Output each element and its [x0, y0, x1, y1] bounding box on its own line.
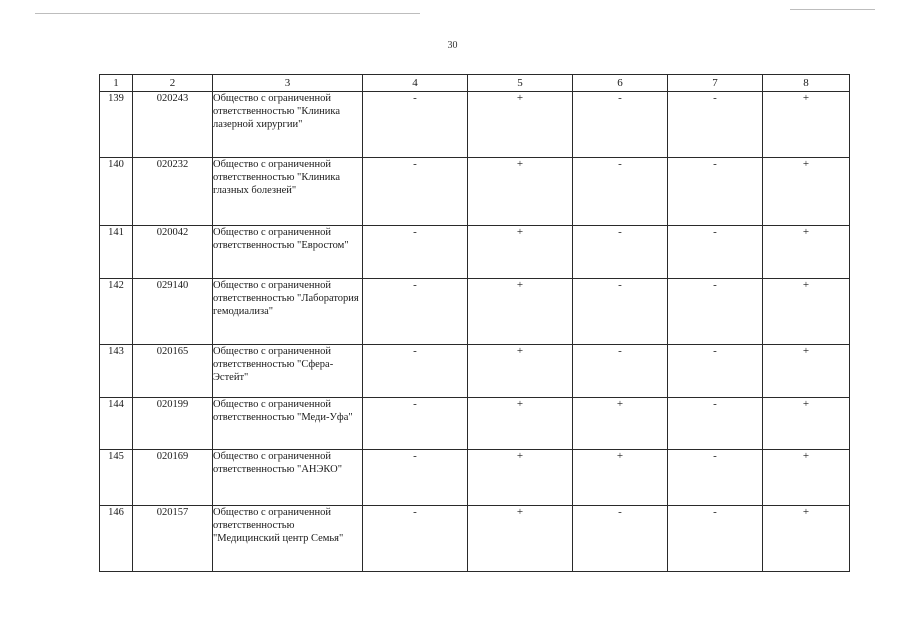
registry-code: 020042: [133, 226, 213, 279]
mark-cell: +: [468, 345, 573, 398]
mark-cell: -: [363, 279, 468, 345]
row-number: 146: [100, 506, 133, 572]
mark-cell: -: [573, 158, 668, 226]
row-number: 141: [100, 226, 133, 279]
table-row: [100, 158, 850, 226]
mark-cell: +: [468, 450, 573, 506]
organization-name: Общество с ограниченной ответственностью "Клиника лазерной хирургии": [213, 92, 363, 158]
mark-cell: -: [363, 345, 468, 398]
column-header: 3: [213, 75, 363, 92]
page-number: 30: [447, 40, 458, 51]
column-header: 1: [100, 75, 133, 92]
mark-cell: -: [573, 506, 668, 572]
mark-cell: -: [573, 226, 668, 279]
mark-cell: -: [668, 226, 763, 279]
mark-cell: -: [573, 279, 668, 345]
mark-cell: -: [668, 345, 763, 398]
registry-code: 020232: [133, 158, 213, 226]
table-row: [100, 450, 850, 506]
mark-cell: +: [573, 398, 668, 450]
mark-cell: -: [573, 345, 668, 398]
mark-cell: -: [573, 92, 668, 158]
row-number: 139: [100, 92, 133, 158]
registry-code: 029140: [133, 279, 213, 345]
mark-cell: +: [763, 226, 850, 279]
organization-name: Общество с ограниченной ответственностью "Клиника глазных болезней": [213, 158, 363, 226]
table-row: [100, 92, 850, 158]
mark-cell: +: [468, 226, 573, 279]
mark-cell: -: [363, 506, 468, 572]
row-number: 145: [100, 450, 133, 506]
organization-name: Общество с ограниченной ответственностью "Меди-Уфа": [213, 398, 363, 450]
row-number: 144: [100, 398, 133, 450]
table-header-row: [100, 75, 850, 92]
mark-cell: -: [668, 506, 763, 572]
mark-cell: +: [763, 345, 850, 398]
row-number: 142: [100, 279, 133, 345]
mark-cell: -: [668, 158, 763, 226]
mark-cell: -: [363, 158, 468, 226]
row-number: 143: [100, 345, 133, 398]
mark-cell: +: [468, 398, 573, 450]
mark-cell: +: [468, 92, 573, 158]
registry-code: 020169: [133, 450, 213, 506]
organization-name: Общество с ограниченной ответственностью "Евростом": [213, 226, 363, 279]
mark-cell: +: [763, 92, 850, 158]
mark-cell: -: [363, 398, 468, 450]
table-row: [100, 506, 850, 572]
mark-cell: +: [763, 158, 850, 226]
column-header: 6: [573, 75, 668, 92]
column-header: 7: [668, 75, 763, 92]
mark-cell: -: [363, 450, 468, 506]
table-row: [100, 345, 850, 398]
mark-cell: -: [363, 226, 468, 279]
mark-cell: -: [668, 450, 763, 506]
scan-artifact-line: [790, 9, 875, 10]
mark-cell: -: [363, 92, 468, 158]
organization-name: Общество с ограниченной ответственностью "АНЭКО": [213, 450, 363, 506]
organization-name: Общество с ограниченной ответственностью "Медицинский центр Семья": [213, 506, 363, 572]
table-row: [100, 279, 850, 345]
registry-code: 020157: [133, 506, 213, 572]
registry-code: 020199: [133, 398, 213, 450]
column-header: 8: [763, 75, 850, 92]
table-row: [100, 226, 850, 279]
mark-cell: -: [668, 92, 763, 158]
mark-cell: -: [668, 398, 763, 450]
mark-cell: +: [468, 279, 573, 345]
column-header: 5: [468, 75, 573, 92]
registry-code: 020165: [133, 345, 213, 398]
column-header: 2: [133, 75, 213, 92]
mark-cell: +: [573, 450, 668, 506]
scan-artifact-line: [35, 13, 420, 14]
row-number: 140: [100, 158, 133, 226]
mark-cell: +: [763, 450, 850, 506]
organization-name: Общество с ограниченной ответственностью "Сфера-Эстейт": [213, 345, 363, 398]
mark-cell: +: [468, 506, 573, 572]
mark-cell: +: [763, 506, 850, 572]
mark-cell: +: [763, 398, 850, 450]
mark-cell: +: [468, 158, 573, 226]
column-header: 4: [363, 75, 468, 92]
mark-cell: -: [668, 279, 763, 345]
registry-code: 020243: [133, 92, 213, 158]
mark-cell: +: [763, 279, 850, 345]
registry-table: [99, 74, 850, 572]
organization-name: Общество с ограниченной ответственностью "Лаборатория гемодиализа": [213, 279, 363, 345]
table-row: [100, 398, 850, 450]
